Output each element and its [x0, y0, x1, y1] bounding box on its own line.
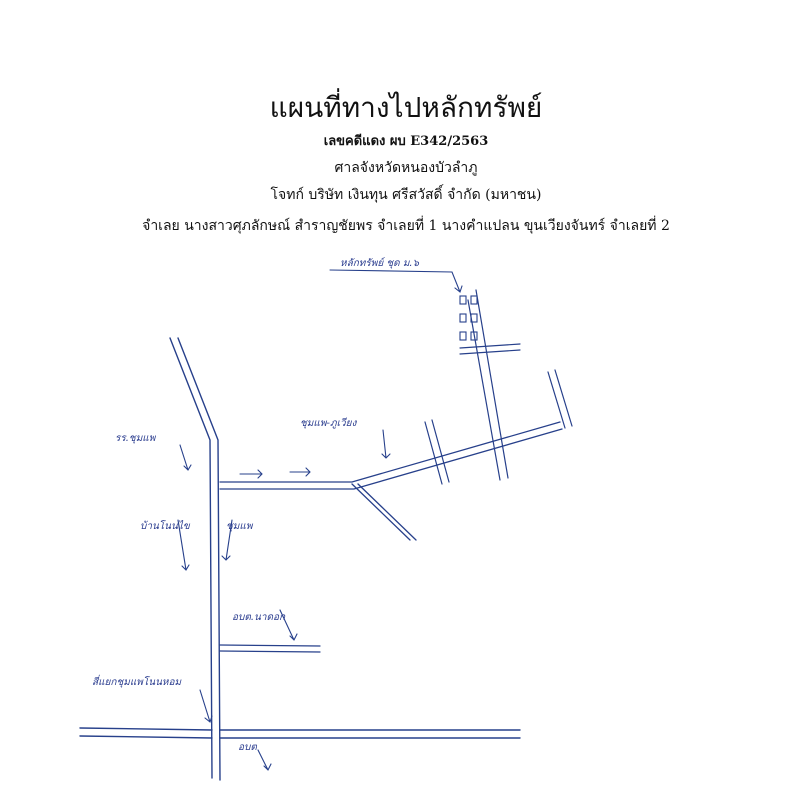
bottom-label: อบต — [238, 742, 257, 753]
road-top-label: ชุมแพ-ภูเวียง — [300, 418, 357, 429]
east-road — [220, 422, 562, 540]
school-label: รร.ชุมแพ — [115, 433, 156, 444]
direction-arrows — [178, 270, 462, 770]
main-road — [170, 338, 220, 780]
case-number: เลขคดีแดง ผบ E342/2563 — [323, 134, 489, 149]
office-label: อบต.นาดอก — [232, 612, 286, 623]
plaintiff-line: โจทก์ บริษัท เงินทุน ศรีสวัสดิ์ จำกัด (มหาชน) — [270, 187, 542, 203]
village-left-label: บ้านโนนไข — [140, 521, 190, 532]
court-name: ศาลจังหวัดหนองบัวลำภู — [334, 160, 478, 176]
hand-drawn-map — [0, 240, 812, 800]
intersection-label: สี่แยกชุมแพโนนหอม — [92, 677, 182, 688]
page-title: แผนที่ทางไปหลักทรัพย์ — [269, 91, 543, 124]
bottom-road — [80, 728, 520, 738]
office-road — [220, 645, 320, 652]
property-label: หลักทรัพย์ ชุด ม.๖ — [340, 258, 419, 269]
defendant-line: จำเลย นางสาวศุภลักษณ์ สำราญชัยพร จำเลยที่ 1 นางคำแปลน ขุนเวียงจันทร์ จำเลยที่ 2 — [142, 218, 670, 234]
village-right-label: ชุมแพ — [226, 521, 253, 532]
